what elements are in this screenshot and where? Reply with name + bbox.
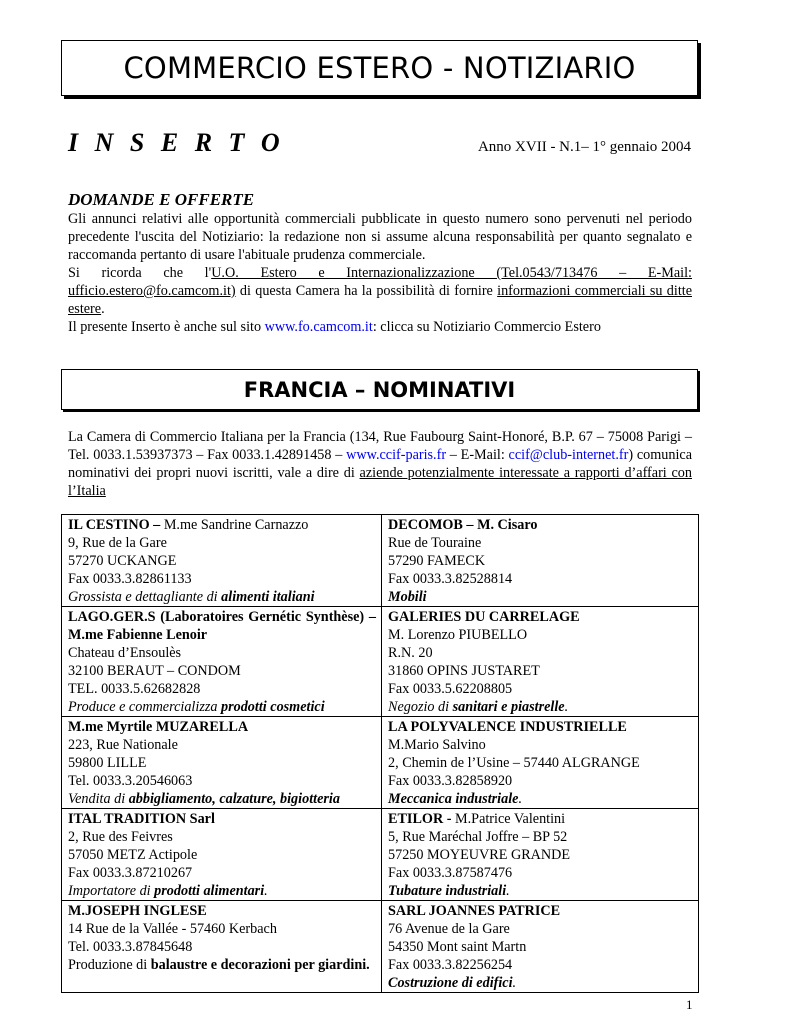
company-cell: LA POLYVALENCE INDUSTRIELLE M.Mario Salvino 2, Chemin de l’Usine – 57440 ALGRANGE Fax 0033.3.82858920 Meccanica industriale. [382, 717, 699, 809]
company-cell: M.JOSEPH INGLESE 14 Rue de la Vallée - 57460 Kerbach Tel. 0033.3.87845648 Produzione di balaustre e decorazioni per giardini. [62, 901, 382, 993]
issue-date: Anno XVII - N.1– 1° gennaio 2004 [477, 139, 691, 155]
page-number: 1 [686, 997, 693, 1012]
masthead [61, 40, 698, 96]
contact-paragraph: Si ricorda che l'U.O. Estero e Internazionalizzazione (Tel.0543/713476 – E-Mail: ufficio.estero@fo.camcom.it) di questa Camera ha la possibilità di fornire informazioni commerciali su ditte estere. [68, 265, 692, 317]
intro-text [68, 210, 692, 336]
company-cell: DECOMOB – M. Cisaro Rue de Touraine 57290 FAMECK Fax 0033.3.82528814 Mobili [382, 515, 699, 607]
company-cell: ETILOR - M.Patrice Valentini 5, Rue Maréchal Joffre – BP 52 57250 MOYEUVRE GRANDE Fax 0033.3.87587476 Tubature industriali. [382, 809, 699, 901]
table-row [62, 515, 699, 607]
company-cell: IL CESTINO – M.me Sandrine Carnazzo 9, Rue de la Gare 57270 UCKANGE Fax 0033.3.82861133 Grossista e dettagliante di alimenti italiani [62, 515, 382, 607]
ccif-email-link[interactable]: ccif@club-internet.fr [508, 447, 629, 463]
company-cell: M.me Myrtile MUZARELLA 223, Rue Nationale 59800 LILLE Tel. 0033.3.20546063 Vendita di abbigliamento, calzature, bigiotteria [62, 717, 382, 809]
website-link[interactable]: www.fo.camcom.it [264, 319, 373, 335]
insert-label: I N S E R T O [68, 128, 285, 157]
newsletter-title: COMMERCIO ESTERO - NOTIZIARIO [123, 51, 636, 85]
table-row [62, 809, 699, 901]
section-title: FRANCIA – NOMINATIVI [243, 377, 516, 402]
section-banner [61, 369, 698, 410]
table-row [62, 901, 699, 993]
table-row [62, 717, 699, 809]
companies-table [61, 514, 699, 993]
ccif-website-link[interactable]: www.ccif-paris.fr [346, 447, 447, 463]
chamber-paragraph: La Camera di Commercio Italiana per la Francia (134, Rue Faubourg Saint-Honoré, B.P. 67 – 75008 Parigi – Tel. 0033.1.53937373 – Fax 0033.1.42891458 – www.ccif-paris.fr – E-Mail: ccif@club-internet.fr) comunica nominativi dei propri nuovi iscritti, vale a dire di aziende potenzialmente interessate a rapporti d’affari con l’Italia [68, 429, 692, 499]
company-cell: GALERIES DU CARRELAGE M. Lorenzo PIUBELLO R.N. 20 31860 OPINS JUSTARET Fax 0033.5.62208805 Negozio di sanitari e piastrelle. [382, 607, 699, 717]
company-cell: ITAL TRADITION Sarl 2, Rue des Feivres 57050 METZ Actipole Fax 0033.3.87210267 Importatore di prodotti alimentari. [62, 809, 382, 901]
table-row [62, 607, 699, 717]
disclaimer-paragraph: Gli annunci relativi alle opportunità commerciali pubblicate in questo numero sono pervenuti nel periodo precedente l'uscita del Notiziario: la redazione non si assume alcuna responsabilità per quanto segnalato e raccomanda pertanto di usare l'abituale prudenza commerciale. [68, 211, 692, 263]
company-cell: SARL JOANNES PATRICE 76 Avenue de la Gare 54350 Mont saint Martn Fax 0033.3.82256254 Costruzione di edifici. [382, 901, 699, 993]
office-link[interactable]: U.O. Estero e Internazionalizzazione (Tel.0543/713476 – E-Mail: ufficio.estero@fo.camcom.it) [68, 265, 692, 299]
website-paragraph: Il presente Inserto è anche sul sito www.fo.camcom.it: clicca su Notiziario Commercio Estero [68, 319, 601, 335]
company-cell: LAGO.GER.S (Laboratoires Gernétic Synthèse) – M.me Fabienne Lenoir Chateau d’Ensoulès 32100 BERAUT – CONDOM TEL. 0033.5.62682828 Produce e commercializza prodotti cosmetici [62, 607, 382, 717]
info-link[interactable]: informazioni commerciali su ditte estere [68, 283, 692, 317]
offers-heading: DOMANDE E OFFERTE [68, 190, 255, 209]
